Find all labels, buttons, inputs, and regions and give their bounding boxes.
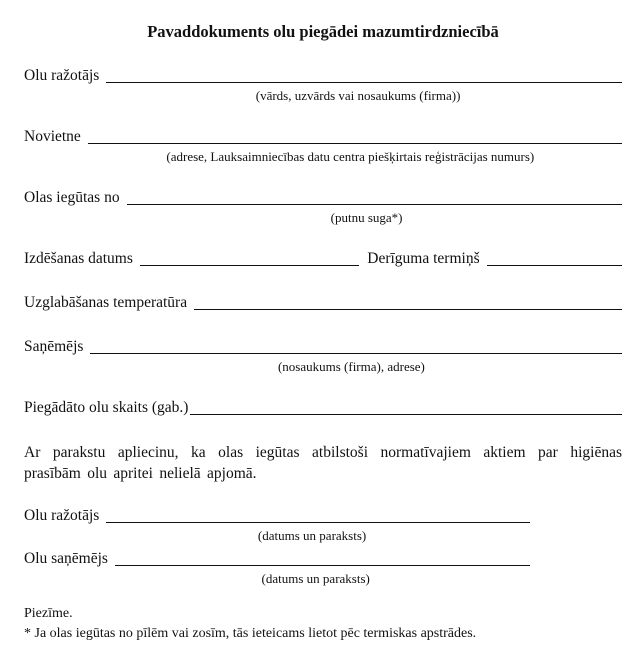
- producer-signature-hint: (datums un paraksts): [257, 528, 367, 543]
- recipient-row: [24, 337, 622, 357]
- producer-hint-row: [24, 88, 622, 103]
- producer-signature-fill-line: [106, 522, 530, 523]
- field-recipient-signature: [24, 549, 530, 586]
- obtained-from-fill-line: [127, 204, 622, 205]
- obtained-from-label: Olas iegūtas no: [24, 189, 120, 206]
- laying-date-fill-line: [140, 265, 359, 266]
- storage-temp-label: Uzglabāšanas temperatūra: [24, 294, 188, 311]
- producer-signature-row: [24, 506, 530, 526]
- recipient-signature-fill-line: [115, 565, 530, 566]
- recipient-signature-hint-row: [24, 571, 530, 586]
- field-obtained-from: [24, 188, 622, 225]
- storage-temp-row: [24, 293, 622, 313]
- producer-signature-hint-row: [24, 528, 530, 543]
- obtained-from-hint-row: [24, 210, 622, 225]
- obtained-from-hint: (putnu suga*): [330, 210, 403, 225]
- laying-date-label: Izdēšanas datums: [24, 250, 133, 267]
- location-hint: (adrese, Lauksaimniecības datu centra piešķirtais reģistrācijas numurs): [166, 149, 535, 164]
- expiry-label: Derīguma termiņš: [367, 250, 480, 267]
- field-storage-temp: [24, 293, 622, 313]
- recipient-signature-hint: (datums un paraksts): [261, 571, 370, 586]
- storage-temp-fill-line: [194, 309, 622, 310]
- page-title: Pavaddokuments olu piegādei mazumtirdzniecībā: [147, 22, 499, 41]
- declaration-paragraph: Ar parakstu apliecinu, ka olas iegūtas atbilstoši normatīvajiem aktiem par higiēnas prasībām olu apritei nelielā apjomā.: [24, 444, 622, 482]
- producer-label: Olu ražotājs: [24, 67, 100, 84]
- recipient-label: Saņēmējs: [24, 338, 84, 355]
- note-text: * Ja olas iegūtas no pīlēm vai zosīm, tās ieteicams lietot pēc termiskas apstrādes.: [24, 626, 477, 641]
- producer-fill-line: [106, 82, 622, 83]
- recipient-hint-row: [24, 359, 622, 374]
- obtained-from-row: [24, 188, 622, 208]
- expiry-fill-line: [487, 265, 622, 266]
- recipient-fill-line: [90, 353, 622, 354]
- egg-count-label: Piegādāto olu skaits (gab.): [24, 399, 189, 416]
- egg-count-fill-line: [190, 414, 622, 415]
- field-producer: [24, 66, 622, 103]
- location-fill-line: [88, 143, 622, 144]
- producer-row: [24, 66, 622, 86]
- field-recipient: [24, 337, 622, 374]
- field-egg-count: [24, 398, 622, 418]
- location-label: Novietne: [24, 128, 81, 145]
- field-location: [24, 127, 622, 164]
- recipient-hint: (nosaukums (firma), adrese): [277, 359, 425, 374]
- producer-signature-label: Olu ražotājs: [24, 507, 100, 524]
- field-producer-signature: [24, 506, 530, 543]
- location-row: [24, 127, 622, 147]
- note-heading: Piezīme.: [24, 606, 73, 621]
- location-hint-row: [24, 149, 622, 164]
- note-section: [24, 604, 622, 643]
- dates-row: [24, 249, 622, 269]
- field-dates: [24, 249, 622, 269]
- egg-count-row: [24, 398, 622, 418]
- recipient-signature-label: Olu saņēmējs: [24, 550, 108, 567]
- producer-hint: (vārds, uzvārds vai nosaukums (firma)): [255, 88, 461, 103]
- recipient-signature-row: [24, 549, 530, 569]
